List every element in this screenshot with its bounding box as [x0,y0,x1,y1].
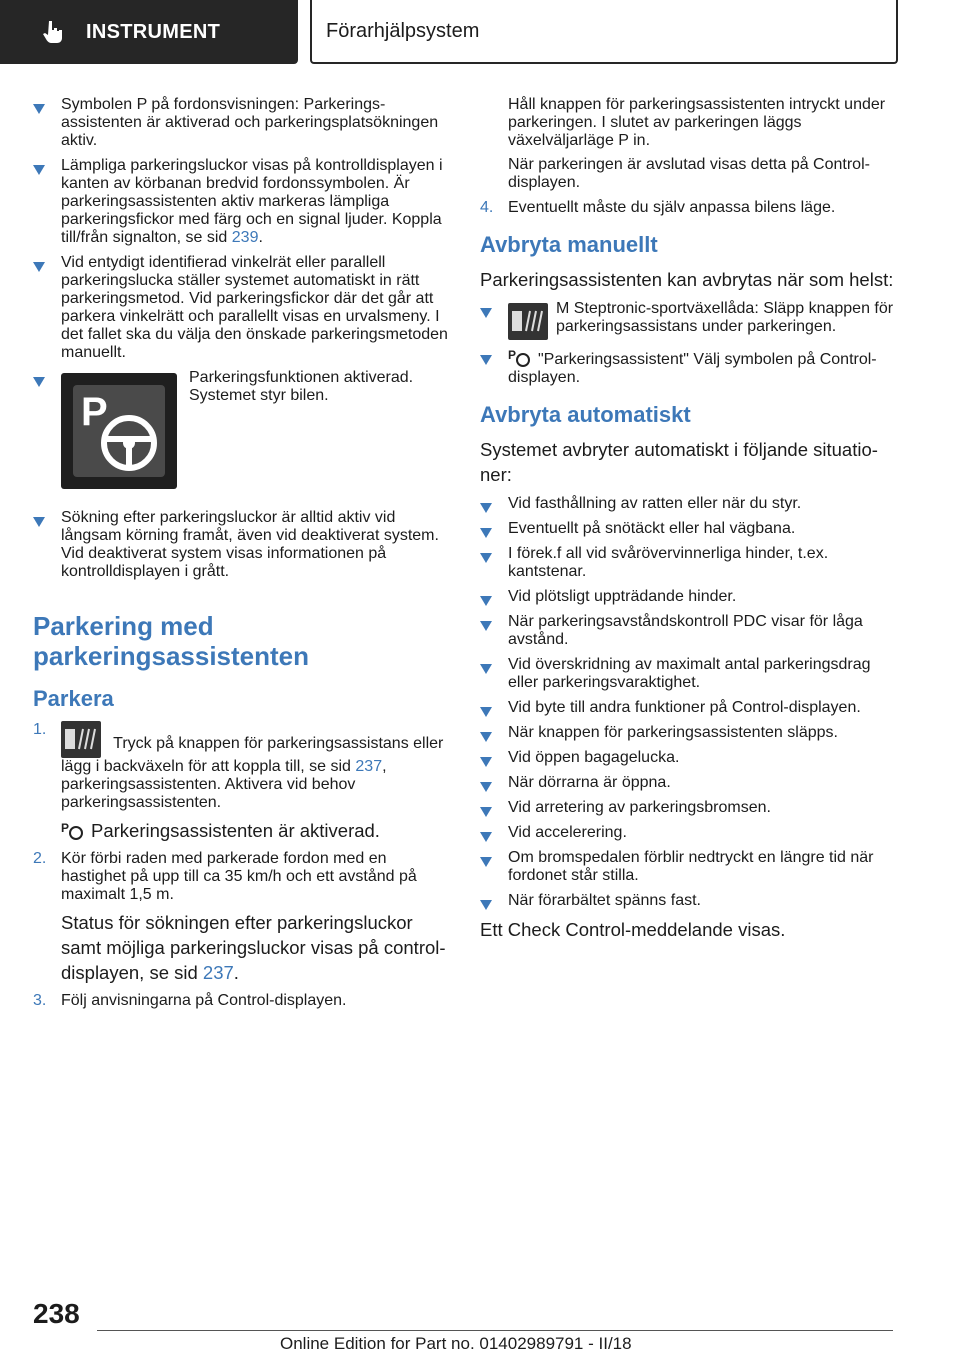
page-header [0,0,960,66]
bullet-triangle-icon [480,707,492,717]
bullet-triangle-icon [480,596,492,606]
list-item: När dörrarna är öppna. [480,774,896,792]
list-item: Om bromspedalen förblir nedtryckt en längre tid när fordonet står stilla. [480,849,896,885]
bullet-triangle-icon [480,355,492,365]
chapter-tab-label: INSTRUMENT [86,20,221,43]
list-item: Vid plötsligt uppträdande hinder. [480,588,896,606]
bullet-triangle-icon [33,165,45,175]
section-title: Förarhjälpsystem [326,19,480,42]
svg-text:P: P [61,821,70,835]
svg-text:P: P [81,390,108,434]
list-item: När parkeringsavståndskontroll PDC visar för låga avstånd. [480,613,896,649]
step-item: 3. Följ anvisningarna på Control-displayen. [33,992,347,1009]
list-item: Vid fasthållning av ratten eller när du styr. [480,495,896,513]
subsection-heading: Parkera [33,686,114,711]
step-item: 1. Tryck på knappen för parkeringsassistans eller lägg i backväxeln för att koppla till, se sid 237, parkeringsassistenten. Aktivera vid behov parkeringsassistenten. P Parkeringsassistenten är aktiverad. [33,721,444,841]
parking-assist-symbol-icon [61,820,85,840]
bullet-triangle-icon [480,807,492,817]
bullet-triangle-icon [480,553,492,563]
list-item: Vid arretering av parkeringsbromsen. [480,799,896,817]
left-column [33,96,449,1017]
list-item: Lämpliga parkeringsluckor visas på kontrolldisplayen i kanten av körbanan bredvid fordonssymbolen. Är parkeringsassistenten aktiv markeras lämpliga parkeringsfickor med färg och en signal ljuder. Koppla till/från signalton, se sid 239. [33,157,449,247]
bullet-triangle-icon [480,528,492,538]
list-item: Vid accelerering. [480,824,896,842]
step-continuation: Håll knappen för parkeringsassistenten intryckt under parkeringen. I slutet av parkeringen läggs växelväljarläge P in. [508,96,886,149]
closing-paragraph: Ett Check Control-meddelande visas. [480,919,786,940]
paragraph: Systemet avbryter automatiskt i följande situationer: [480,439,878,485]
list-item: Symbolen P på fordonsvisningen: Parkeringsassistenten är aktiverad och parkeringsplatsökningen aktiv. [33,96,449,150]
subsection-heading: Avbryta automatiskt [480,402,691,427]
bullet-triangle-icon [480,664,492,674]
bullet-triangle-icon [33,377,45,387]
list-item: När knappen för parkeringsassistenten släpps. [480,724,896,742]
auto-cancel-list [480,495,896,910]
bullet-triangle-icon [480,503,492,513]
bullet-triangle-icon [480,621,492,631]
subsection-heading: Avbryta manuellt [480,232,658,257]
footer-edition: Online Edition for Part no. 01402989791 - II/18 [280,1334,632,1353]
list-item: Vid överskridning av maximalt antal parkeringsdrag eller parkeringsvaraktighet. [480,656,896,692]
list-item: Vid byte till andra funktioner på Control-displayen. [480,699,896,717]
list-item: Vid öppen bagagelucka. [480,749,896,767]
list-item: M Steptronic-sportväxellåda: Släpp knappen för parkeringsassistans under parkeringen. [480,300,896,340]
parking-assist-button-icon [508,303,548,340]
paragraph: Parkeringsassistenten kan avbrytas när som helst: [480,269,894,290]
svg-text:P: P [508,348,517,362]
bullet-triangle-icon [33,262,45,272]
right-column [480,96,896,942]
bullet-triangle-icon [480,757,492,767]
footer-divider [97,1330,893,1331]
parking-assist-symbol-icon [508,347,532,367]
hand-pointer-icon [40,19,66,45]
chapter-tab[interactable] [0,0,298,64]
page-number: 238 [33,1298,80,1329]
bullet-triangle-icon [480,732,492,742]
list-item: I förek.f all vid svårövervinnerliga hinder, t.ex. kantstenar. [480,545,896,581]
bullet-triangle-icon [480,782,492,792]
list-item: Sökning efter parkeringsluckor är alltid aktiv vid långsam körning framåt, även vid deaktiverat system. Vid deaktiverat system visas informationen på kontrolldisplayen i grått. [33,509,449,581]
parking-steering-icon [61,373,177,489]
list-item: P "Parkeringsassistent" Välj symbolen på Control-displayen. [480,347,896,387]
step-item: 4. Eventuellt måste du själv anpassa bilens läge. [480,199,836,216]
page-link[interactable]: 237 [355,758,383,775]
step-item: 2. Kör förbi raden med parkerade fordon med en hastighet på upp till ca 35 km/h och ett avstånd på maximalt 1,5 m. Status för sökningen efter parkeringsluckor samt möjliga parkeringsluckor visas på control-displayen, se sid 237. [33,850,446,983]
bullet-triangle-icon [33,517,45,527]
bullet-triangle-icon [480,857,492,867]
bullet-triangle-icon [480,900,492,910]
bullet-triangle-icon [480,832,492,842]
section-heading: Parkering med parkeringsassistenten [33,611,310,671]
list-item: P Parkeringsfunktionen aktiverad. Systemet styr bilen. [33,369,449,495]
list-item: Vid entydigt identifierad vinkelrät eller parallell parkeringslucka ställer systemet automatiskt in rätt parkeringsmetod. Vid parkeringsfickor där det går att parkera vinkelrätt och parallellt visas en urvalsmeny. I det fallet ska du välja den önskade parkeringsmetoden manuellt. [33,254,449,362]
bullet-triangle-icon [480,308,492,318]
section-tab [310,0,898,64]
list-item: Eventuellt på snötäckt eller hal vägbana. [480,520,896,538]
parking-assist-button-icon [61,721,101,758]
bullet-triangle-icon [33,104,45,114]
list-item: När förarbältet spänns fast. [480,892,896,910]
step-continuation: När parkeringen är avslutad visas detta på Control-displayen. [508,156,870,191]
page-link[interactable]: 239 [231,229,259,246]
page-link[interactable]: 237 [202,962,234,983]
